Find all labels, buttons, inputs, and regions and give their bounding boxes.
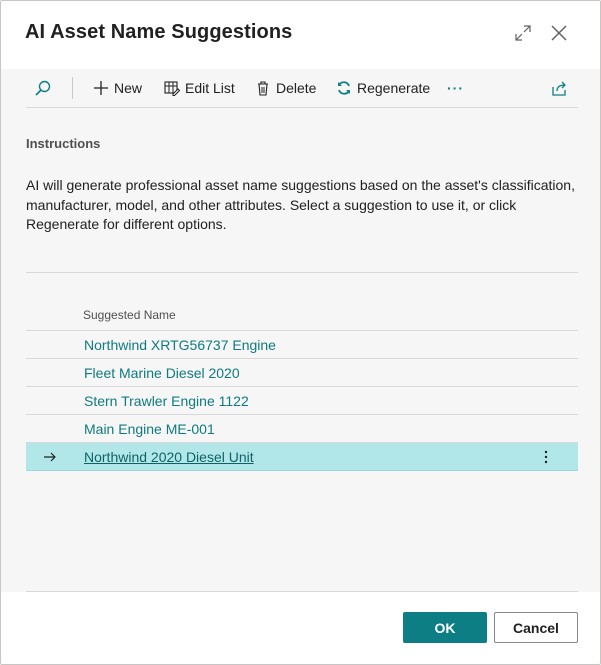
table-row[interactable] bbox=[26, 387, 578, 415]
delete-button[interactable] bbox=[255, 69, 316, 107]
row-menu-icon[interactable] bbox=[539, 447, 553, 467]
title-bar bbox=[1, 1, 600, 69]
ok-button[interactable]: OK bbox=[403, 612, 487, 643]
footer-divider bbox=[26, 591, 578, 592]
arrow-right-icon bbox=[43, 450, 57, 468]
suggestion-name[interactable]: Stern Trawler Engine 1122 bbox=[84, 393, 249, 409]
edit-list-button[interactable] bbox=[164, 69, 235, 107]
search-icon[interactable] bbox=[34, 69, 57, 107]
regenerate-label: Regenerate bbox=[357, 80, 431, 96]
column-header-suggested-name[interactable]: Suggested Name bbox=[83, 308, 176, 322]
close-icon[interactable] bbox=[547, 21, 571, 45]
instructions-heading: Instructions bbox=[26, 136, 101, 151]
edit-list-icon bbox=[164, 80, 180, 96]
instructions-text: AI will generate professional asset name suggestions based on the asset's classification, manufacturer, model, and other attributes. Select a suggestion to use it, or click Regenerate for different options. bbox=[26, 177, 575, 232]
cancel-button[interactable]: Cancel bbox=[494, 612, 578, 643]
regenerate-button[interactable] bbox=[336, 69, 430, 107]
dialog-title: AI Asset Name Suggestions bbox=[25, 21, 293, 43]
divider bbox=[26, 272, 578, 273]
suggestion-name[interactable]: Northwind 2020 Diesel Unit bbox=[84, 449, 254, 465]
table-row[interactable] bbox=[26, 331, 578, 359]
table-row[interactable] bbox=[26, 359, 578, 387]
expand-icon[interactable] bbox=[511, 21, 535, 45]
suggestion-name[interactable]: Main Engine ME-001 bbox=[84, 421, 215, 437]
edit-list-label: Edit List bbox=[185, 80, 235, 96]
suggestion-name[interactable]: Northwind XRTG56737 Engine bbox=[84, 337, 276, 353]
toolbar-separator bbox=[72, 77, 73, 99]
suggestions-grid bbox=[26, 299, 578, 471]
refresh-icon bbox=[336, 80, 352, 96]
new-button[interactable] bbox=[93, 69, 142, 107]
trash-icon bbox=[255, 80, 271, 96]
action-bar bbox=[26, 69, 578, 108]
table-row[interactable] bbox=[26, 415, 578, 443]
new-label: New bbox=[114, 80, 143, 96]
suggestion-name[interactable]: Fleet Marine Diesel 2020 bbox=[84, 365, 240, 381]
more-options-button[interactable]: ··· bbox=[447, 80, 464, 96]
plus-icon bbox=[93, 80, 109, 96]
grid-header bbox=[26, 299, 578, 331]
share-icon[interactable] bbox=[550, 69, 573, 107]
table-row-selected[interactable] bbox=[26, 443, 578, 471]
delete-label: Delete bbox=[276, 80, 317, 96]
dialog-content bbox=[1, 69, 600, 592]
